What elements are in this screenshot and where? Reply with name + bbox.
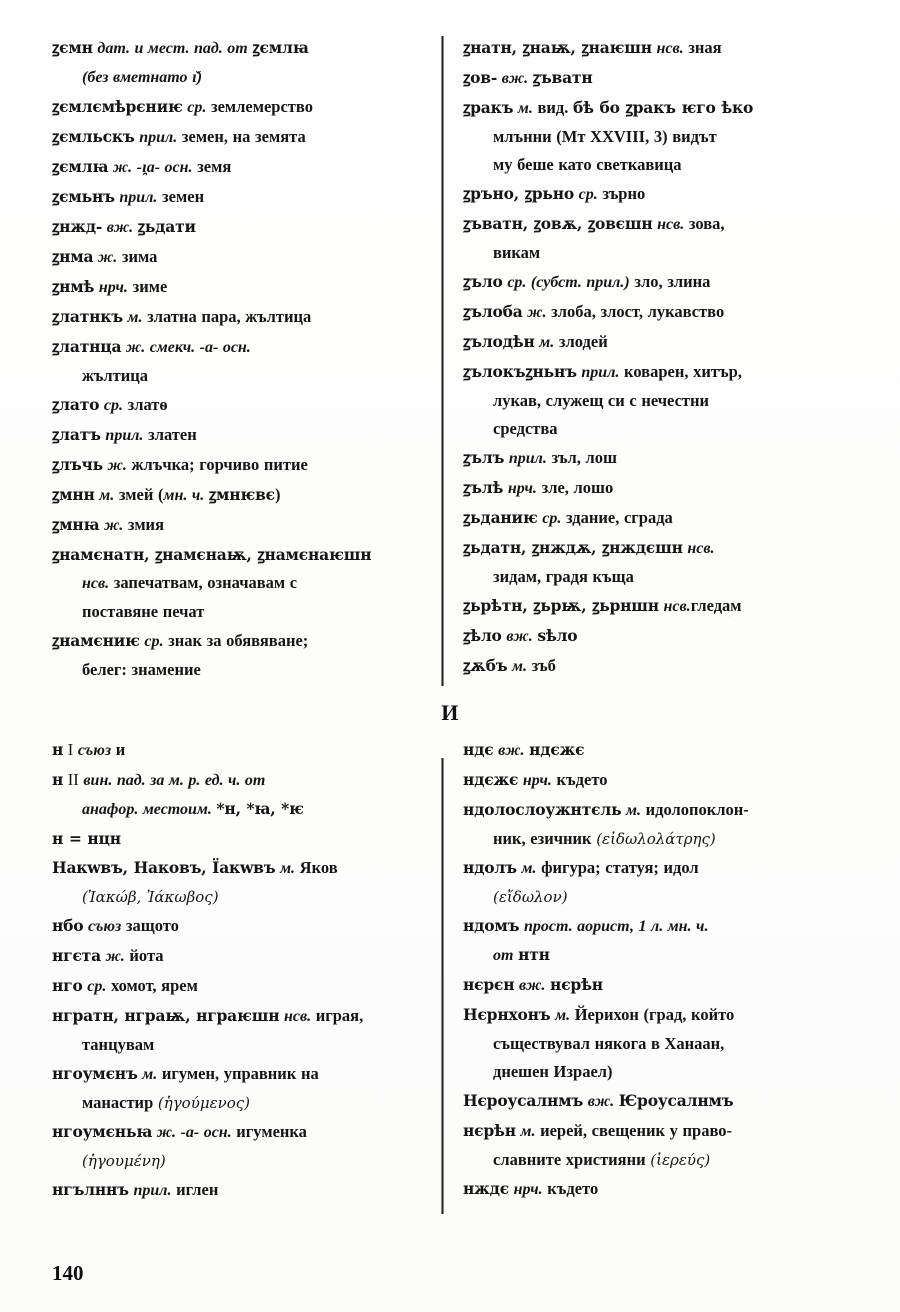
gloss: гледам bbox=[690, 596, 742, 615]
dict-entry bbox=[52, 391, 427, 420]
dict-entry bbox=[463, 736, 830, 765]
headword: ꙁлатнца bbox=[52, 337, 122, 356]
headword: Нєрнхонъ bbox=[463, 1005, 551, 1024]
gloss: злодей bbox=[558, 332, 608, 351]
headword: ꙁлатнкъ bbox=[52, 307, 123, 326]
headword: нгълннъ bbox=[52, 1180, 129, 1199]
headword: ꙁнмѣ bbox=[52, 277, 95, 296]
gloss: игумен, управник на bbox=[161, 1064, 319, 1083]
grammar-label: нсв. bbox=[687, 540, 715, 557]
grammar-label: нсв. bbox=[663, 598, 691, 615]
gloss: Яков bbox=[299, 858, 338, 877]
grammar-label: м. bbox=[280, 860, 296, 877]
dict-entry bbox=[52, 541, 427, 626]
dict-entry bbox=[463, 298, 830, 327]
headword: ндолослоужнтєль bbox=[463, 800, 622, 819]
gloss: зная bbox=[688, 38, 722, 57]
headword: ꙁъло bbox=[463, 272, 503, 291]
headword: ꙁълокъꙁньнъ bbox=[463, 362, 577, 381]
gloss: фигура; статуя; идол bbox=[541, 858, 699, 877]
headword: н bbox=[52, 770, 64, 789]
entry-continuation: съществувал някога в Ханаан, bbox=[493, 1034, 725, 1053]
grammar-label: вж. bbox=[498, 742, 525, 759]
headword: ндолъ bbox=[463, 858, 517, 877]
dict-entry bbox=[463, 912, 830, 970]
grammar-label: ср. bbox=[187, 99, 207, 116]
headword: ндє bbox=[463, 740, 494, 759]
greek-etymon: (ἡγουμένη) bbox=[82, 1152, 166, 1170]
column-divider-rule bbox=[441, 36, 444, 686]
dict-entry bbox=[52, 273, 427, 302]
grammar-label: м. bbox=[626, 802, 641, 819]
dict-entry bbox=[52, 451, 427, 480]
dict-entry bbox=[52, 854, 427, 911]
grammar-label: вж. bbox=[501, 70, 529, 87]
grammar-label: ср. (субст. прил.) bbox=[507, 274, 630, 291]
headword: ꙁємьнъ bbox=[52, 187, 115, 206]
dict-entry bbox=[463, 971, 830, 1000]
headword: ꙁълодѣн bbox=[463, 332, 535, 351]
grammar-label: ж. -а- осн. bbox=[156, 1124, 232, 1141]
gloss: зима bbox=[121, 247, 158, 266]
gloss: вид. bbox=[537, 98, 569, 117]
gloss: златна пара, жълтица bbox=[147, 307, 312, 326]
dict-entry bbox=[463, 766, 830, 795]
section-z-left-column bbox=[52, 34, 441, 690]
dict-entry bbox=[463, 474, 830, 503]
gloss: запечатвам, означавам с bbox=[113, 573, 298, 592]
headword: ꙁнамєниѥ bbox=[52, 631, 140, 650]
headword: нгєта bbox=[52, 946, 101, 965]
dict-entry bbox=[463, 1117, 830, 1174]
headword: ꙁнжд- bbox=[52, 217, 103, 236]
gloss: зърно bbox=[602, 184, 646, 203]
gloss: зъб bbox=[531, 656, 556, 675]
grammar-label: ж. смекч. -а- осн. bbox=[125, 339, 251, 356]
dict-entry bbox=[52, 34, 427, 92]
headword: ндомъ bbox=[463, 916, 520, 935]
dict-entry bbox=[463, 534, 830, 591]
grammar-label: ж. bbox=[527, 304, 547, 321]
gloss: игуменка bbox=[236, 1122, 307, 1141]
grammar-label: ср. bbox=[103, 397, 123, 414]
gloss: и bbox=[115, 740, 126, 759]
gloss: играя, bbox=[315, 1006, 364, 1025]
grammar-label: прил. bbox=[139, 129, 178, 146]
grammar-label: вж. bbox=[519, 977, 546, 994]
dict-entry bbox=[463, 1175, 830, 1204]
gloss: златѳ bbox=[127, 395, 168, 414]
grammar-label: нсв. bbox=[283, 1008, 312, 1025]
entry-continuation: танцувам bbox=[82, 1035, 155, 1054]
gloss: злоба, злост, лукавство bbox=[551, 302, 725, 321]
grammar-label: м. bbox=[539, 334, 555, 351]
headword-reference: Ѥроусалнмъ bbox=[618, 1091, 734, 1110]
dict-entry bbox=[463, 210, 830, 267]
grammar-label: прост. аорист, 1 л. мн. ч. bbox=[524, 918, 709, 935]
grammar-label: нрч. bbox=[513, 1181, 543, 1198]
two-column-layout bbox=[52, 736, 848, 1220]
grammar-label: м. bbox=[517, 100, 533, 117]
grammar-label: вин. пад. за м. р. ед. ч. от bbox=[83, 772, 266, 789]
dictionary-section-z bbox=[52, 34, 848, 690]
dictionary-section-i bbox=[52, 736, 848, 1220]
dict-entry bbox=[463, 1087, 830, 1116]
grammar-label: ср. bbox=[578, 186, 598, 203]
grammar-label: нсв. bbox=[656, 40, 684, 57]
headword: ꙁмнꙗ bbox=[52, 515, 100, 534]
dict-entry bbox=[463, 854, 830, 911]
dict-entry bbox=[463, 504, 830, 533]
dict-entry bbox=[52, 153, 427, 182]
headword-reference: нєрѣн bbox=[550, 975, 603, 994]
headword: ꙁълѣ bbox=[463, 478, 504, 497]
grammar-label-2: мн. ч. bbox=[163, 487, 205, 504]
headword: нгратн, нграѭ, нграѥшн bbox=[52, 1006, 280, 1025]
entry-continuation-2: днешен Израел) bbox=[493, 1062, 613, 1081]
headword: ндєжє bbox=[463, 770, 519, 789]
grammar-label: м. bbox=[521, 860, 537, 877]
headword: Накwвъ, Наковъ, Їакwвъ bbox=[52, 858, 276, 877]
dict-entry bbox=[463, 796, 830, 853]
greek-etymon: (ἡγούμενος) bbox=[157, 1094, 251, 1112]
two-column-layout bbox=[52, 34, 848, 690]
grammar-label: вж. bbox=[106, 219, 134, 236]
headword: нєрѣн bbox=[463, 1121, 516, 1140]
grammar-label: м. bbox=[520, 1123, 536, 1140]
headword: ꙁємлємѣрєниѥ bbox=[52, 97, 183, 116]
greek-etymon: (εἰδωλολάτρης) bbox=[596, 830, 716, 848]
gloss: златен bbox=[148, 425, 197, 444]
grammar-label: ж. bbox=[104, 517, 124, 534]
grammar-label: вж. bbox=[587, 1093, 615, 1110]
headword: нгоумєнъ bbox=[52, 1064, 138, 1083]
gloss: коварен, хитър, bbox=[624, 362, 742, 381]
gloss: зле, лошо bbox=[541, 478, 614, 497]
gloss: земя bbox=[197, 157, 232, 176]
grammar-label: ср. bbox=[542, 510, 562, 527]
entry-continuation: белег: знамение bbox=[82, 660, 201, 679]
grammar-label: м. bbox=[555, 1007, 571, 1024]
grammar-label: ср. bbox=[144, 633, 164, 650]
dict-entry bbox=[52, 972, 427, 1001]
grammar-label: нсв. bbox=[657, 216, 685, 233]
section-i-left-column bbox=[52, 736, 441, 1220]
dict-entry bbox=[52, 303, 427, 332]
dict-entry bbox=[52, 1002, 427, 1059]
entry-continuation-grammar: анафор. местоим. bbox=[82, 801, 212, 818]
dict-entry bbox=[463, 268, 830, 297]
headword: ꙁнатн, ꙁнаѭ, ꙁнаѥшн bbox=[463, 38, 652, 57]
headword: н = нцн bbox=[52, 829, 121, 848]
grammar-label: нрч. bbox=[522, 772, 552, 789]
headword: ꙁълоба bbox=[463, 302, 523, 321]
dict-entry bbox=[463, 622, 830, 651]
gloss: землемерство bbox=[210, 97, 313, 116]
entry-continuation: жълтица bbox=[82, 366, 148, 385]
entry-continuation: поставяне печат bbox=[82, 602, 205, 621]
headword: ꙁъватн, ꙁовѫ, ꙁовєшн bbox=[463, 214, 653, 233]
gloss: земен bbox=[162, 187, 205, 206]
grammar-label: прил. bbox=[508, 450, 547, 467]
headword: Нєроусалнмъ bbox=[463, 1091, 584, 1110]
section-letter-heading: И bbox=[441, 700, 459, 725]
headword-reference: ꙁъватн bbox=[532, 68, 593, 87]
entry-continuation: ник, езичник bbox=[493, 829, 592, 848]
grammar-label: ср. bbox=[87, 978, 107, 995]
gloss: знак за обявяване; bbox=[168, 631, 309, 650]
gloss: земен, на земята bbox=[181, 127, 306, 146]
headword: ꙁракъ bbox=[463, 98, 514, 117]
dict-entry bbox=[463, 180, 830, 209]
dict-entry bbox=[52, 1118, 427, 1175]
grammar-label: ж. -ɪ̯a- осн. bbox=[112, 159, 193, 176]
entry-continuation: зидам, градя къща bbox=[493, 567, 634, 586]
gloss: хомот, ярем bbox=[110, 976, 198, 995]
gloss: жлъчка; горчиво питие bbox=[131, 455, 308, 474]
entry-continuation-2: средства bbox=[493, 419, 558, 438]
gloss: Йерихон (град, който bbox=[574, 1005, 735, 1024]
headword: ꙁлатъ bbox=[52, 425, 101, 444]
gloss: зъл, лош bbox=[551, 448, 617, 467]
headword-reference: ꙁмнѥвє bbox=[208, 485, 275, 504]
dict-entry bbox=[52, 243, 427, 272]
dict-entry bbox=[463, 34, 830, 63]
entry-continuation-forms: нтн bbox=[518, 945, 550, 964]
headword-reference: ꙁємлꙗ bbox=[252, 38, 309, 57]
dict-entry bbox=[463, 652, 830, 681]
headword: ꙁлъчь bbox=[52, 455, 103, 474]
homonym-numeral: I bbox=[67, 740, 74, 759]
headword: ꙁлато bbox=[52, 395, 100, 414]
gloss: йота bbox=[129, 946, 164, 965]
dict-entry bbox=[463, 444, 830, 473]
grammar-label: ж. bbox=[105, 948, 125, 965]
dict-entry bbox=[463, 358, 830, 443]
entry-tail: ) bbox=[274, 485, 281, 504]
section-z-right-column bbox=[441, 34, 830, 690]
headword: нєрєн bbox=[463, 975, 515, 994]
headword: ꙁмнн bbox=[52, 485, 95, 504]
headword: ꙁьрѣтн, ꙁьрѭ, ꙁьрншн bbox=[463, 596, 659, 615]
dict-entry bbox=[52, 333, 427, 390]
headword: ꙁръно, ꙁрьно bbox=[463, 184, 574, 203]
section-i-right-column bbox=[441, 736, 830, 1220]
headword-reference: ѕѣло bbox=[537, 626, 578, 645]
entry-continuation-2: му беше като светкавица bbox=[493, 155, 682, 174]
entry-continuation: млънни (Мт XXVIII, 3) видът bbox=[493, 127, 717, 146]
dict-entry bbox=[52, 511, 427, 540]
dict-entry bbox=[463, 1001, 830, 1086]
entry-continuation-forms: *н, *ꙗ, *ѥ bbox=[216, 799, 304, 818]
grammar-label: ж. bbox=[107, 457, 127, 474]
entry-continuation: лукав, служещ си с нечестни bbox=[493, 391, 710, 410]
gloss: змия bbox=[127, 515, 164, 534]
headword: ꙁѣло bbox=[463, 626, 502, 645]
headword: ꙁнма bbox=[52, 247, 94, 266]
headword: ꙁълъ bbox=[463, 448, 505, 467]
gloss: идолопоклон- bbox=[645, 800, 749, 819]
gloss: зло, злина bbox=[634, 272, 711, 291]
grammar-label: м. bbox=[99, 487, 115, 504]
dict-entry bbox=[52, 736, 427, 765]
gloss: защото bbox=[125, 916, 179, 935]
grammar-label: прил. bbox=[581, 364, 620, 381]
gloss: змей ( bbox=[118, 485, 164, 504]
grammar-label: нсв. bbox=[82, 575, 110, 592]
dict-entry bbox=[52, 481, 427, 510]
grammar-label: вж. bbox=[506, 628, 533, 645]
dict-entry bbox=[463, 64, 830, 93]
grammar-label: м. bbox=[142, 1066, 158, 1083]
dict-entry bbox=[463, 328, 830, 357]
grammar-label: нрч. bbox=[98, 279, 128, 296]
grammar-label: нрч. bbox=[507, 480, 537, 497]
gloss: иглен bbox=[176, 1180, 219, 1199]
dict-entry bbox=[52, 627, 427, 684]
headword: ꙁѫбъ bbox=[463, 656, 508, 675]
dict-entry bbox=[52, 1060, 427, 1117]
dict-entry bbox=[52, 183, 427, 212]
dict-entry bbox=[52, 1176, 427, 1205]
dict-entry bbox=[52, 766, 427, 824]
dict-entry bbox=[52, 93, 427, 122]
grammar-label: съюз bbox=[88, 918, 122, 935]
headword: ꙁьданиѥ bbox=[463, 508, 538, 527]
entry-continuation: славните християни bbox=[493, 1150, 646, 1169]
grammar-label: м. bbox=[127, 309, 143, 326]
gloss: здание, сграда bbox=[565, 508, 673, 527]
dict-entry bbox=[52, 123, 427, 152]
headword: ꙁнамєнатн, ꙁнамєнаѭ, ꙁнамєнаѥшн bbox=[52, 545, 372, 564]
grammar-label: прил. bbox=[119, 189, 158, 206]
headword: нбо bbox=[52, 916, 84, 935]
entry-continuation: викам bbox=[493, 243, 541, 262]
headword-reference: ндєжє bbox=[529, 740, 585, 759]
gloss: където bbox=[547, 1179, 599, 1198]
dict-entry bbox=[52, 942, 427, 971]
grammar-label: съюз bbox=[77, 742, 112, 759]
headword: ꙁємн bbox=[52, 38, 93, 57]
headword-reference: ꙁьдати bbox=[137, 217, 196, 236]
grammar-label: ж. bbox=[98, 249, 118, 266]
page-number: 140 bbox=[52, 1261, 84, 1285]
dict-entry bbox=[52, 213, 427, 242]
grammar-label: дат. и мест. пад. от bbox=[97, 40, 248, 57]
headword: ꙁьдатн, ꙁнждѫ, ꙁнждєшн bbox=[463, 538, 683, 557]
citation-ocs: бѣ бо ꙁракъ ѥго ѣко bbox=[573, 98, 754, 117]
headword: ꙁов- bbox=[463, 68, 498, 87]
gloss: където bbox=[556, 770, 608, 789]
dict-entry bbox=[52, 912, 427, 941]
column-divider-rule bbox=[441, 758, 444, 1214]
headword: нго bbox=[52, 976, 83, 995]
dict-entry bbox=[52, 421, 427, 450]
gloss: зова, bbox=[688, 214, 725, 233]
headword: нждє bbox=[463, 1179, 509, 1198]
grammar-label: м. bbox=[512, 658, 527, 675]
dict-entry bbox=[463, 94, 830, 179]
dict-entry bbox=[463, 592, 830, 621]
gloss: зиме bbox=[132, 277, 168, 296]
greek-etymon: (εἴδωλον) bbox=[493, 888, 568, 906]
headword: н bbox=[52, 740, 64, 759]
headword: ꙁємлꙗ bbox=[52, 157, 109, 176]
grammar-label: прил. bbox=[105, 427, 144, 444]
greek-etymon: (ἱερεύς) bbox=[650, 1151, 711, 1169]
headword: ꙁємльскъ bbox=[52, 127, 135, 146]
greek-etymon: (Ἰακώβ, Ἰάκωβος) bbox=[82, 888, 219, 906]
homonym-numeral: II bbox=[67, 770, 79, 789]
headword: нгоумєньꙗ bbox=[52, 1122, 153, 1141]
grammar-label: прил. bbox=[133, 1182, 172, 1199]
dict-entry bbox=[52, 825, 427, 853]
gloss: иерей, свещеник у право- bbox=[540, 1121, 732, 1140]
entry-continuation: (без вметнато ɪ̌) bbox=[82, 69, 203, 86]
entry-continuation-grammar: от bbox=[493, 947, 514, 964]
entry-continuation: манастир bbox=[82, 1093, 154, 1112]
